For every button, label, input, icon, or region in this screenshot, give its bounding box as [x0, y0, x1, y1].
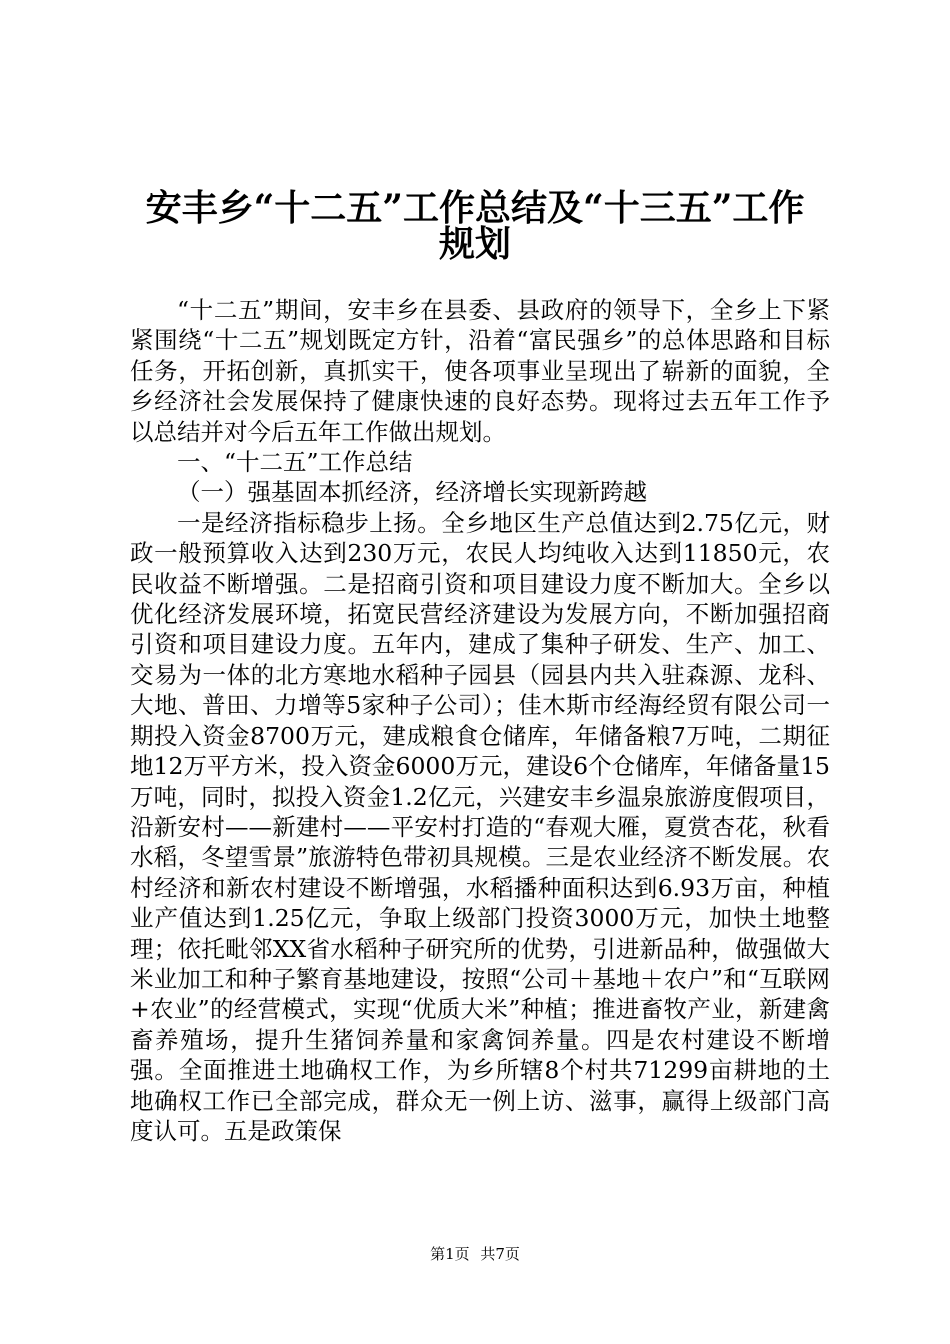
- intro-paragraph: “十二五”期间，安丰乡在县委、县政府的领导下，全乡上下紧紧围绕“十二五”规划既定方针，沿着“富民强乡”的总体思路和目标任务，开拓创新，真抓实干，使各项事业呈现出了崭新的面貌，全乡经济社会发展保持了健康快速的良好态势。现将过去五年工作予以总结并对今后五年工作做出规划。: [130, 296, 830, 446]
- page-footer: [0, 1244, 950, 1264]
- document-title-line-2: 规划: [438, 223, 511, 265]
- document-body: [130, 295, 830, 1146]
- page-total: 共7页: [480, 1245, 520, 1263]
- body-paragraph: 一是经济指标稳步上扬。全乡地区生产总值达到2.75亿元，财政一般预算收入达到230万元，农民人均纯收入达到11850元，农民收益不断增强。二是招商引资和项目建设力度不断加大。全乡以优化经济发展环境，拓宽民营经济建设为发展方向，不断加强招商引资和项目建设力度。五年内，建成了集种子研发、生产、加工、交易为一体的北方寒地水稻种子园县（园县内共入驻森源、龙科、大地、普田、力增等5家种子公司）；佳木斯市经海经贸有限公司一期投入资金8700万元，建成粮食仓储库，年储备粮7万吨，二期征地12万平方米，投入资金6000万元，建设6个仓储库，年储备量15万吨，同时，拟投入资金1.2亿元，兴建安丰乡温泉旅游度假项目，沿新安村——新建村——平安村打造的“春观大雁，夏赏杏花，秋看水稻，冬望雪景”旅游特色带初具规模。三是农业经济不断发展。农村经济和新农村建设不断增强，水稻播种面积达到6.93万亩，种植业产值达到1.25亿元，争取上级部门投资3000万元，加快土地整理；依托毗邻XX省水稻种子研究所的优势，引进新品种，做强做大米业加工和种子繁育基地建设，按照“公司＋基地＋农户”和“互联网+农业”的经营模式，实现“优质大米”种植；推进畜牧产业，新建禽畜养殖场，提升生猪饲养量和家禽饲养量。四是农村建设不断增强。全面推进土地确权工作，为乡所辖8个村共71299亩耕地的土地确权工作已全部完成，群众无一例上访、滋事，赢得上级部门高度认可。五是政策保: [130, 508, 830, 1145]
- document-title-line-1: 安丰乡“十二五”工作总结及“十三五”工作: [145, 187, 805, 229]
- subsection-heading: （一）强基固本抓经济，经济增长实现新跨越: [177, 478, 647, 507]
- page-number: 第1页: [430, 1245, 470, 1263]
- section-heading: 一、“十二五”工作总结: [177, 448, 413, 477]
